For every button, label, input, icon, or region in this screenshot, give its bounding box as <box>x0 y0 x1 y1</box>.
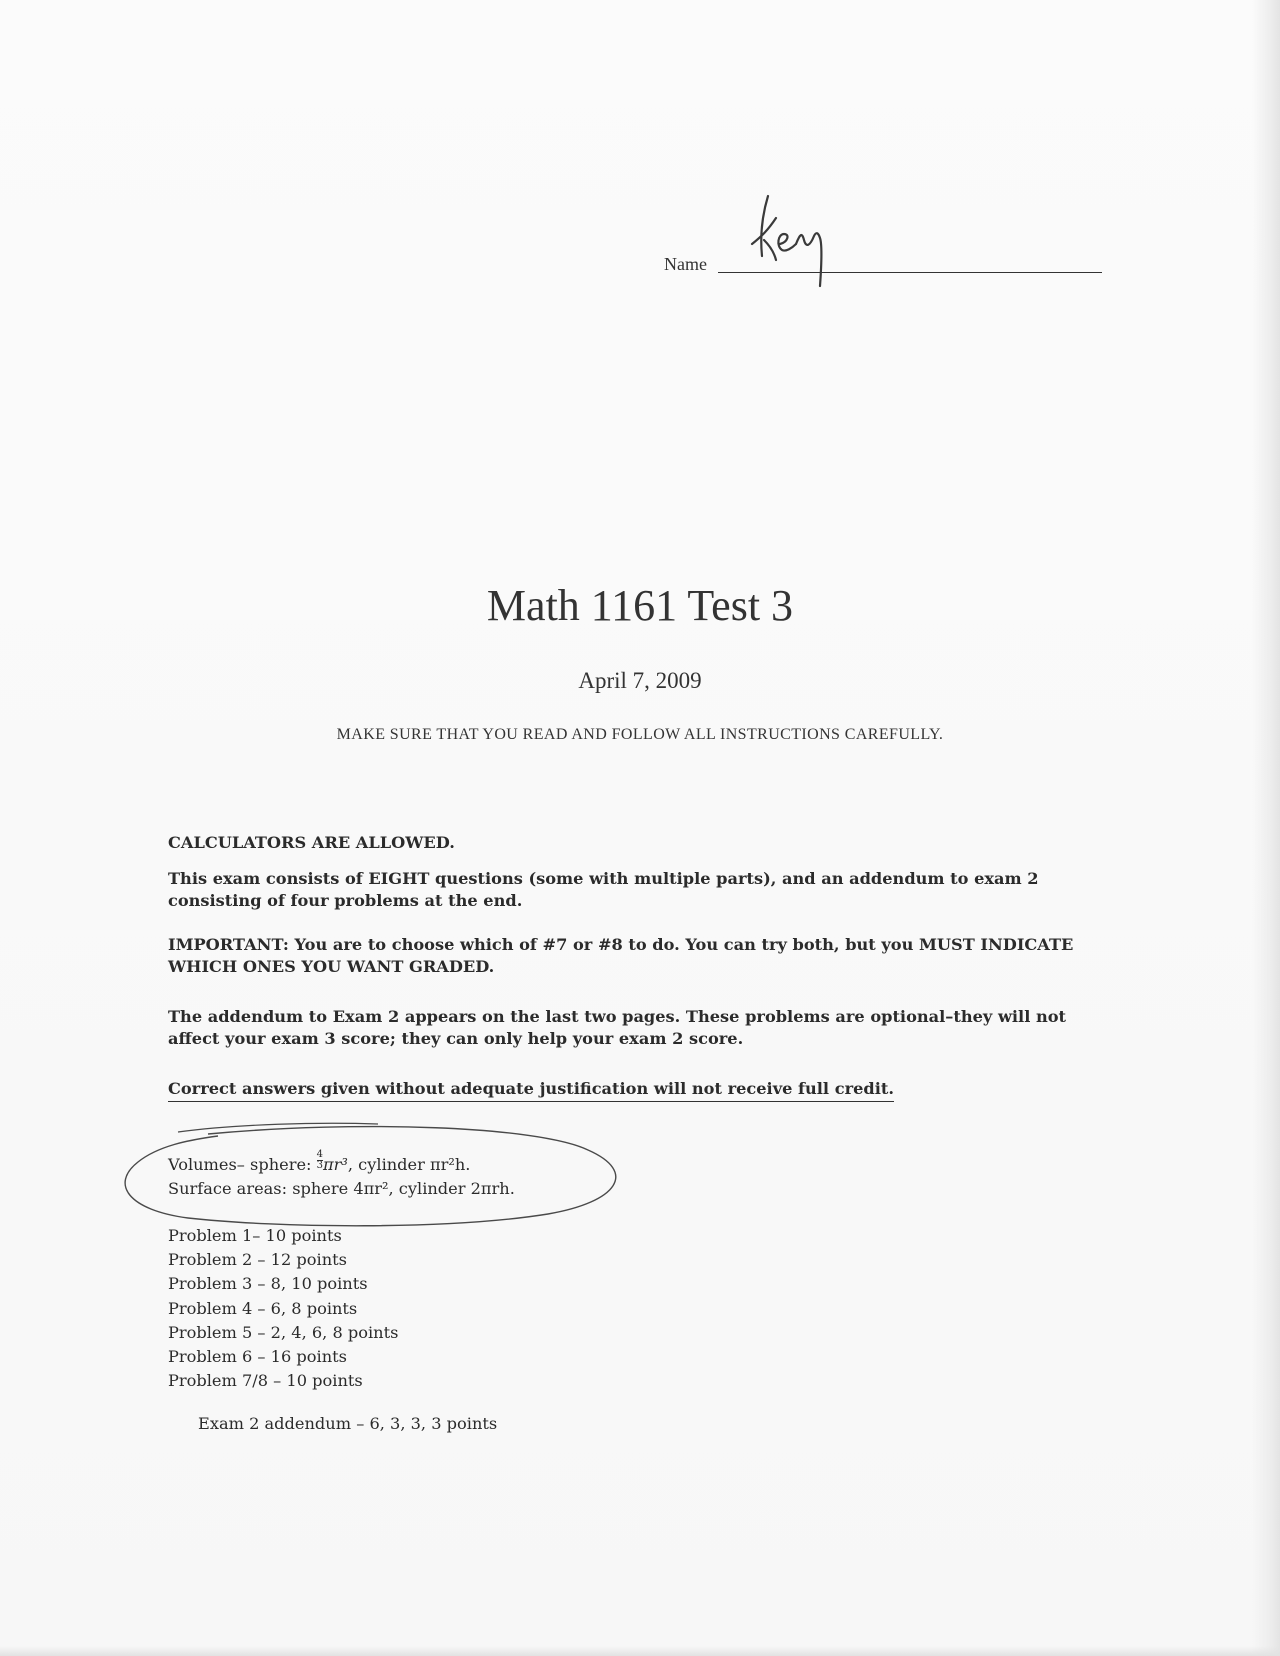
exam-structure-note: This exam consists of EIGHT questions (some with multiple parts), and an addendum to exam 2 consisting of four problems at the end. <box>168 869 1039 910</box>
fraction-four-thirds: $\frac{4}{3}$ <box>316 1149 324 1171</box>
page-bottom-shadow <box>0 1646 1280 1656</box>
points-item: Problem 3 – 8, 10 points <box>168 1274 368 1294</box>
formula-box <box>168 1150 515 1201</box>
volume-formulas: Volumes– sphere: $\frac{4}{3}$ πr³, cylinder πr²h. <box>168 1149 471 1174</box>
points-item: Problem 7/8 – 10 points <box>168 1371 363 1391</box>
name-label: Name <box>664 254 707 274</box>
addendum-points: Exam 2 addendum – 6, 3, 3, 3 points <box>198 1414 498 1433</box>
page-edge-shadow <box>1252 0 1280 1656</box>
exam-title: Math 1161 Test 3 <box>486 581 794 630</box>
calculators-note: CALCULATORS ARE ALLOWED. <box>168 833 455 852</box>
points-item: Problem 6 – 16 points <box>168 1347 347 1367</box>
surface-area-formulas: Surface areas: sphere 4πr², cylinder 2πrh. <box>168 1179 515 1198</box>
points-item: Problem 4 – 6, 8 points <box>168 1298 358 1318</box>
justification-note-text: Correct answers given without adequate justification will not receive full credit. <box>168 1079 894 1102</box>
addendum-note: The addendum to Exam 2 appears on the last two pages. These problems are optional–they will not affect your exam 3 score; they can only help your exam 2 score. <box>168 1007 1067 1048</box>
name-field <box>664 246 1104 276</box>
points-list <box>168 1224 398 1393</box>
justification-note <box>168 1078 894 1100</box>
important-note: IMPORTANT: You are to choose which of #7 or #8 to do. You can try both, but you MUST INDICATE WHICH ONES YOU WANT GRADED. <box>168 935 1074 976</box>
points-item: Problem 5 – 2, 4, 6, 8 points <box>168 1322 399 1342</box>
exam-date: April 7, 2009 <box>578 668 702 693</box>
points-item: Problem 1– 10 points <box>168 1226 342 1245</box>
handwritten-signature <box>738 186 878 306</box>
points-item: Problem 2 – 12 points <box>168 1250 347 1270</box>
instructions-notice: MAKE SURE THAT YOU READ AND FOLLOW ALL INSTRUCTIONS CAREFULLY. <box>336 726 944 743</box>
